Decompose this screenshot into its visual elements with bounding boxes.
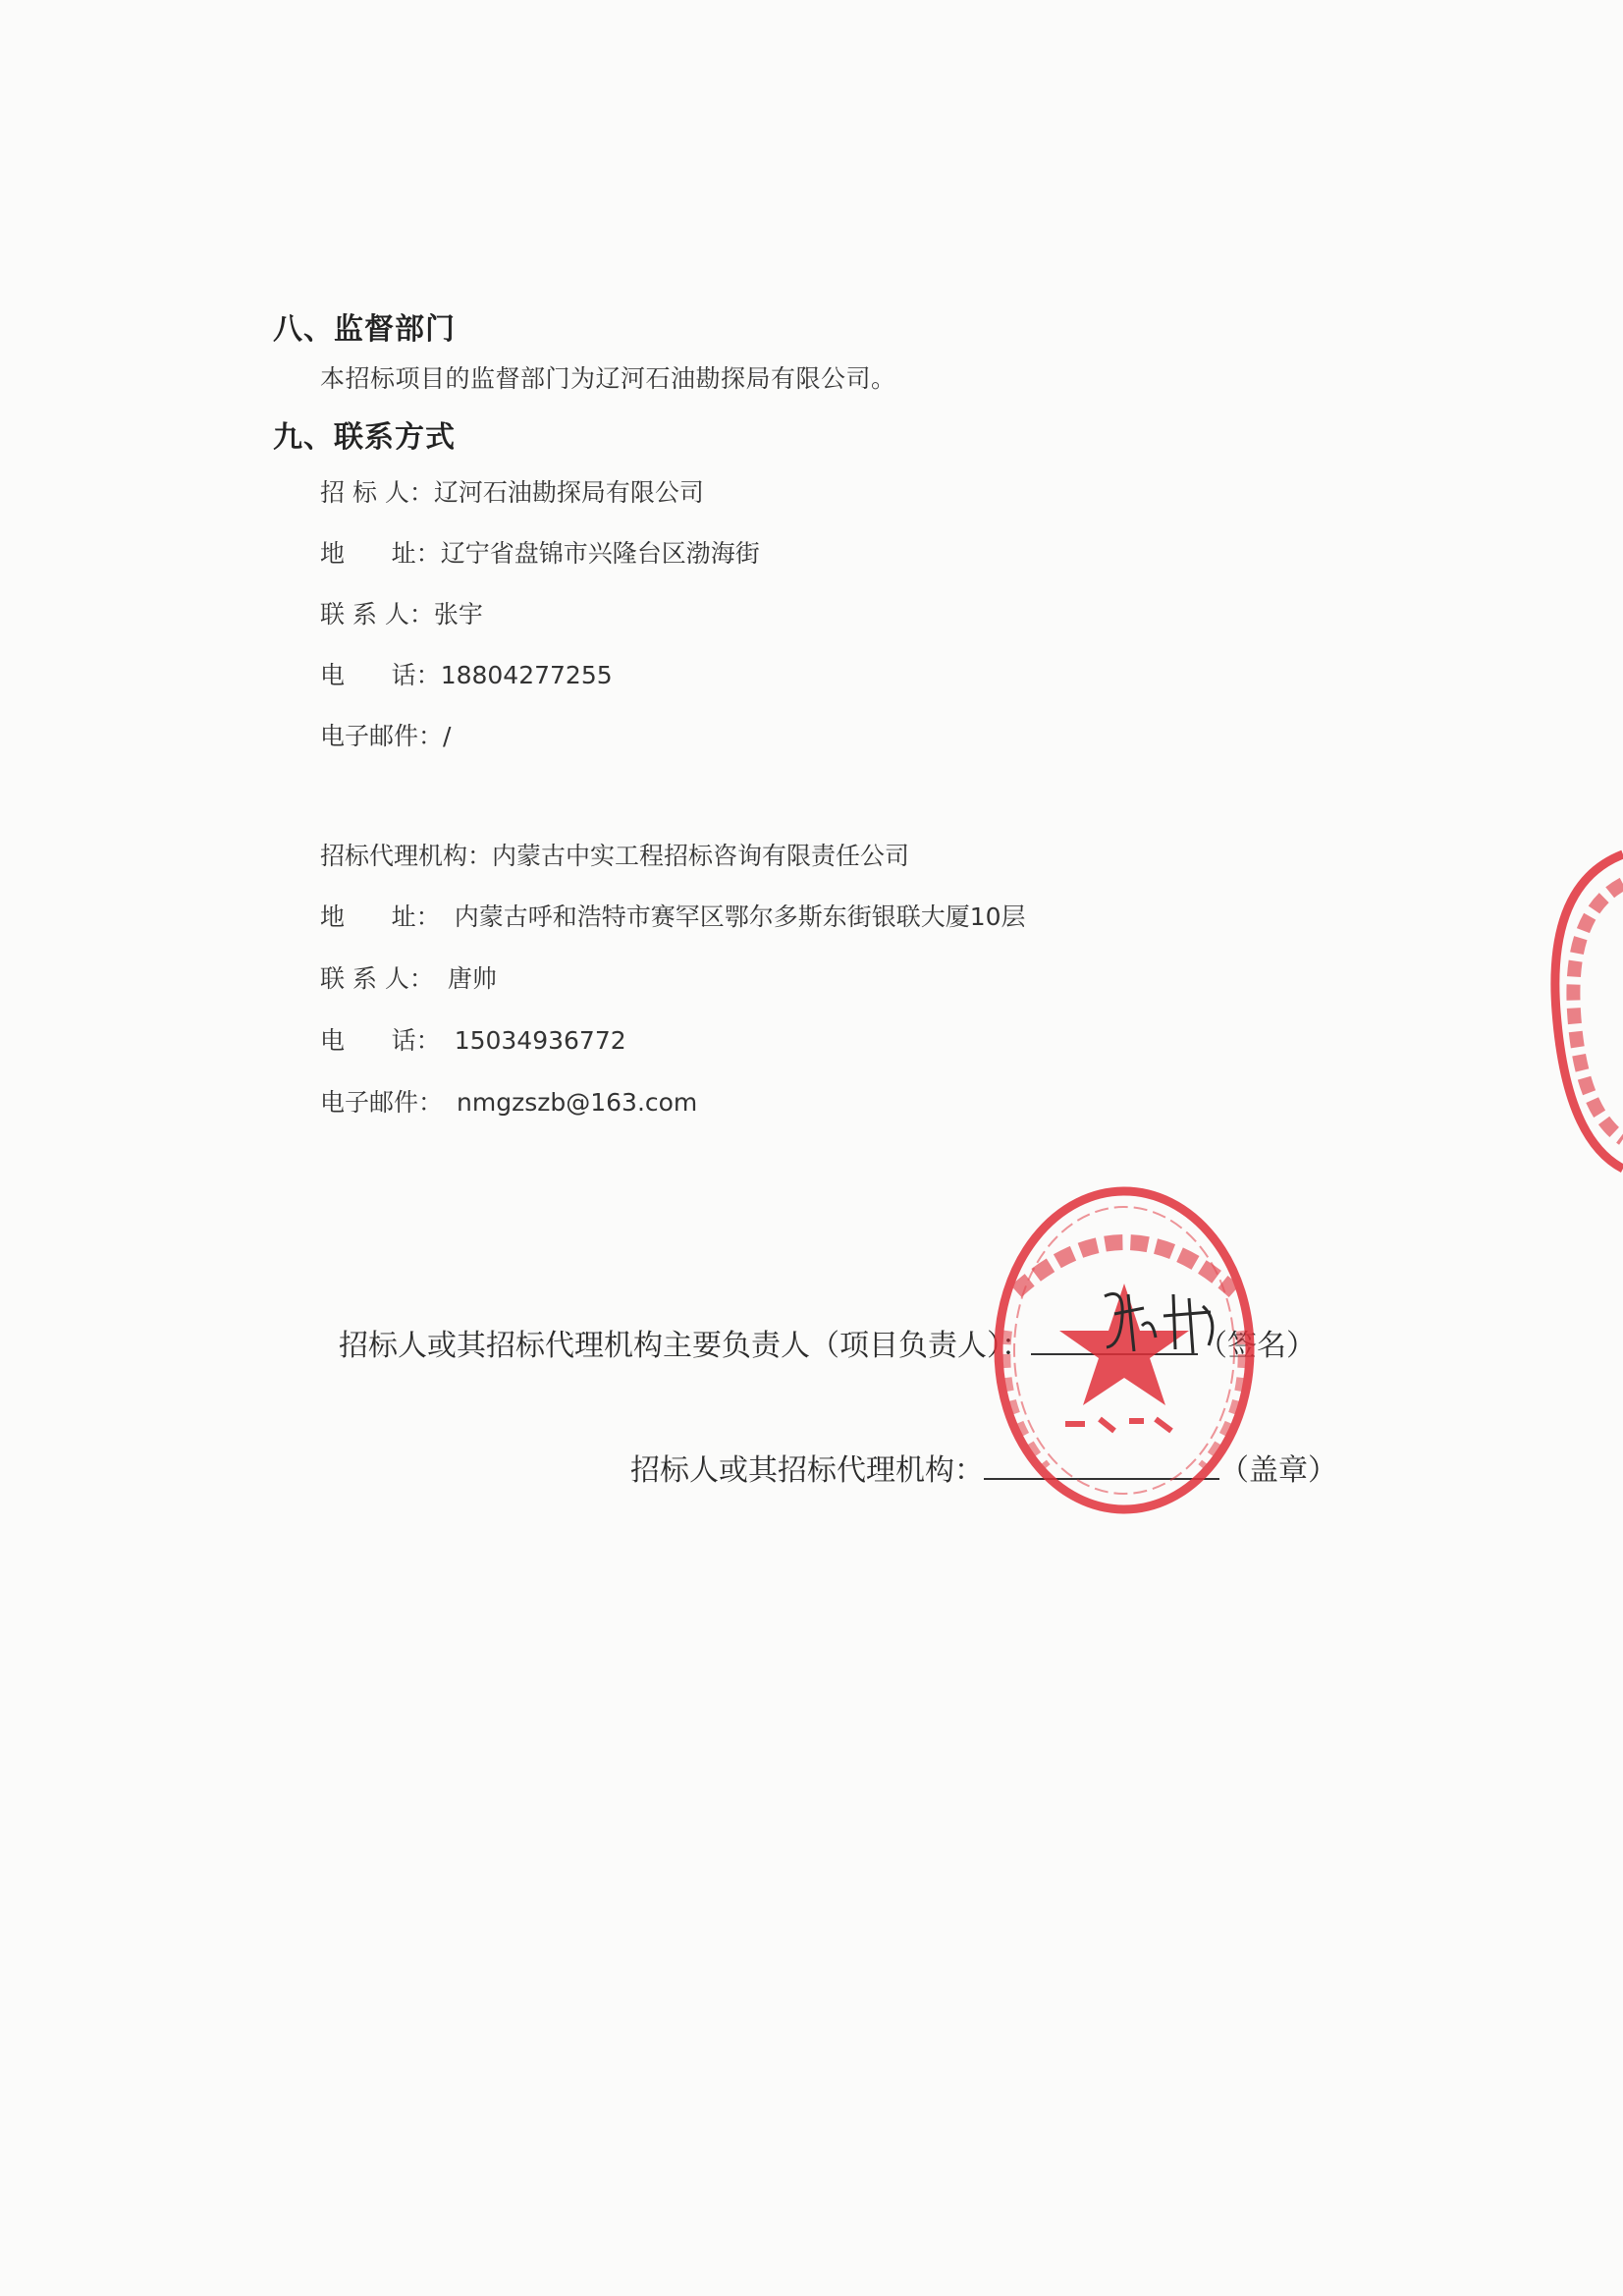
tenderer-phone: 18804277255 [440, 661, 613, 689]
tenderer-name-row [320, 473, 704, 509]
tenderer-address-row [320, 534, 760, 570]
agency-address-label: 地 址： [320, 902, 441, 931]
tenderer-contact: 张宇 [433, 600, 483, 629]
agency-email-row [320, 1083, 697, 1119]
supervision-text: 本招标项目的监督部门为辽河石油勘探局有限公司。 [320, 364, 896, 393]
responsible-label: 招标人或其招标代理机构主要负责人（项目负责人）： [339, 1329, 1031, 1363]
agency-contact-label: 联 系 人： [320, 964, 434, 993]
tenderer-name: 辽河石油勘探局有限公司 [433, 478, 704, 507]
responsible-blank [1031, 1353, 1198, 1355]
agency-seal-suffix: （盖章） [1219, 1453, 1337, 1488]
agency-seal-blank [984, 1478, 1219, 1480]
tenderer-contact-label: 联 系 人： [320, 600, 434, 629]
agency-address: 内蒙古呼和浩特市赛罕区鄂尔多斯东街银联大厦10层 [454, 902, 1026, 931]
agency-name-row [320, 837, 909, 872]
agency-name: 内蒙古中实工程招标咨询有限责任公司 [492, 842, 910, 870]
agency-name-label: 招标代理机构： [320, 842, 493, 870]
tenderer-email: / [443, 722, 452, 750]
agency-email: nmgzszb@163.com [457, 1088, 698, 1117]
agency-phone-label: 电 话： [320, 1026, 441, 1055]
tenderer-address-label: 地 址： [320, 539, 441, 568]
agency-seal-line [630, 1446, 1337, 1489]
agency-phone-row [320, 1021, 626, 1057]
agency-seal-label: 招标人或其招标代理机构： [630, 1453, 984, 1488]
responsible-signature-line [339, 1321, 1316, 1364]
supervision-heading: 八、监督部门 [273, 312, 456, 347]
agency-contact: 唐帅 [447, 964, 497, 993]
edge-seal-stamp [1546, 845, 1623, 1178]
responsible-suffix: （签名） [1198, 1329, 1316, 1363]
agency-address-row [320, 898, 1026, 933]
tenderer-contact-row [320, 595, 483, 630]
agency-contact-row [320, 959, 497, 995]
tenderer-phone-row [320, 656, 613, 691]
tenderer-phone-label: 电 话： [320, 661, 441, 689]
agency-email-label: 电子邮件： [320, 1088, 444, 1117]
tenderer-email-row [320, 717, 451, 752]
agency-phone: 15034936772 [454, 1026, 626, 1055]
tenderer-email-label: 电子邮件： [320, 722, 444, 750]
tenderer-address: 辽宁省盘锦市兴隆台区渤海街 [440, 539, 760, 568]
tenderer-name-label: 招 标 人： [320, 478, 434, 507]
contact-heading: 九、联系方式 [273, 420, 456, 455]
